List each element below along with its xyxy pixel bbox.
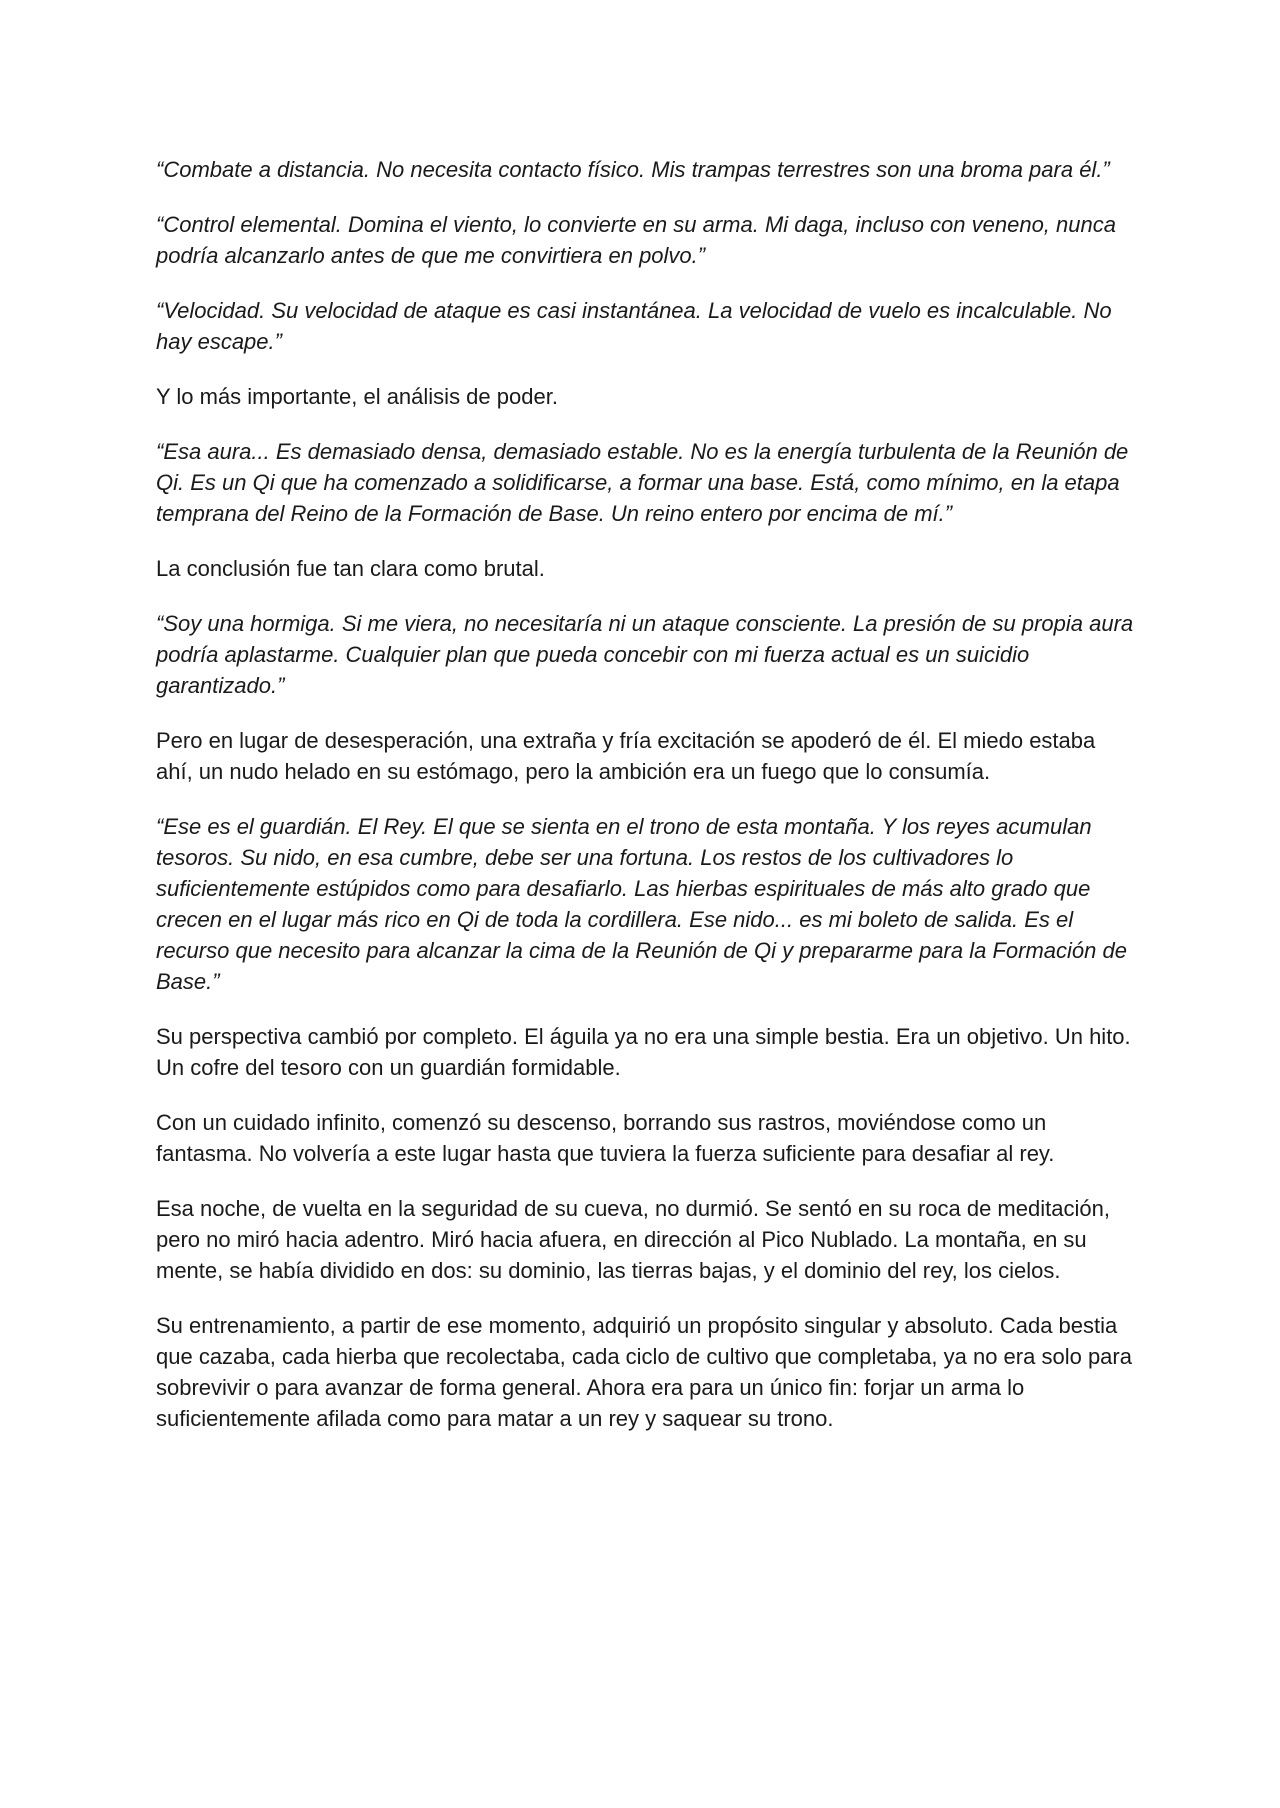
paragraph: Esa noche, de vuelta en la seguridad de su cueva, no durmió. Se sentó en su roca de meditación, pero no miró hacia adentro. Miró hacia afuera, en dirección al Pico Nublado. La montaña, en su mente, se había dividido en dos: su dominio, las tierras bajas, y el dominio del rey, los cielos. [156, 1196, 1110, 1283]
paragraph: Su entrenamiento, a partir de ese momento, adquirió un propósito singular y absoluto. Cada bestia que cazaba, cada hierba que recolectaba, cada ciclo de cultivo que completaba, ya no era solo para sobrevivir o para avanzar de forma general. Ahora era para un único fin: forjar un arma lo suficientemente afilada como para matar a un rey y saquear su trono. [156, 1313, 1132, 1431]
paragraph-thought: “Esa aura... Es demasiado densa, demasiado estable. No es la energía turbulenta de la Reunión de Qi. Es un Qi que ha comenzado a solidificarse, a formar una base. Está, como mínimo, en la etapa temprana del Reino de la Formación de Base. Un reino entero por encima de mí.” [156, 439, 1129, 526]
paragraph: Su perspectiva cambió por completo. El águila ya no era una simple bestia. Era un objetivo. Un hito. Un cofre del tesoro con un guardián formidable. [156, 1024, 1131, 1080]
paragraph: Con un cuidado infinito, comenzó su descenso, borrando sus rastros, moviéndose como un fantasma. No volvería a este lugar hasta que tuviera la fuerza suficiente para desafiar al rey. [156, 1110, 1055, 1166]
paragraph: Pero en lugar de desesperación, una extraña y fría excitación se apoderó de él. El miedo estaba ahí, un nudo helado en su estómago, pero la ambición era un fuego que lo consumía. [156, 728, 1096, 784]
paragraph-thought: “Velocidad. Su velocidad de ataque es casi instantánea. La velocidad de vuelo es incalculable. No hay escape.” [156, 298, 1112, 354]
document-body [156, 154, 1136, 1458]
paragraph-thought: “Ese es el guardián. El Rey. El que se sienta en el trono de esta montaña. Y los reyes acumulan tesoros. Su nido, en esa cumbre, debe ser una fortuna. Los restos de los cultivadores lo suficientemente estúpidos como para desafiarlo. Las hierbas espirituales de más alto grado que crecen en el lugar más rico en Qi de toda la cordillera. Ese nido... es mi boleto de salida. Es el recurso que necesito para alcanzar la cima de la Reunión de Qi y prepararme para la Formación de Base.” [156, 814, 1127, 994]
paragraph-thought: “Control elemental. Domina el viento, lo convierte en su arma. Mi daga, incluso con veneno, nunca podría alcanzarlo antes de que me convirtiera en polvo.” [156, 212, 1116, 268]
paragraph-thought: “Combate a distancia. No necesita contacto físico. Mis trampas terrestres son una broma para él.” [156, 157, 1110, 182]
paragraph: La conclusión fue tan clara como brutal. [156, 556, 545, 581]
paragraph: Y lo más importante, el análisis de poder. [156, 384, 558, 409]
paragraph-thought: “Soy una hormiga. Si me viera, no necesitaría ni un ataque consciente. La presión de su propia aura podría aplastarme. Cualquier plan que pueda concebir con mi fuerza actual es un suicidio garantizado.” [156, 611, 1134, 698]
